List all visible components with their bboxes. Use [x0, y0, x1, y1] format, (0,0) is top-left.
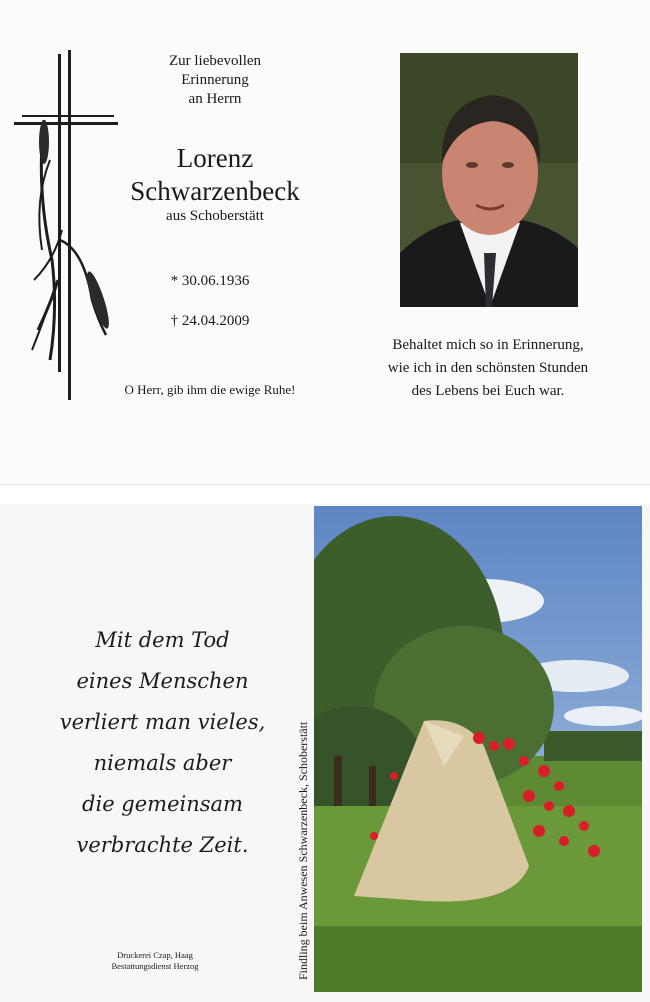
prayer: O Herr, gib ihm die ewige Ruhe!	[124, 382, 296, 397]
poem-line: die gemeinsam	[82, 792, 243, 816]
landscape-photo	[314, 506, 642, 992]
last-name: Schwarzenbeck	[130, 176, 300, 206]
first-name: Lorenz	[176, 143, 254, 173]
quote-line: wie ich in den schönsten Stunden	[387, 360, 589, 376]
poem-line: niemals aber	[93, 751, 232, 775]
death-date: † 24.04.2009	[170, 313, 250, 329]
intro-text	[140, 52, 290, 109]
printer-credit	[90, 950, 220, 972]
photo-caption: Findling beim Anwesen Schwarzenbeck, Schoberstätt	[296, 721, 310, 980]
origin: aus Schoberstätt	[166, 208, 264, 224]
poem	[30, 620, 295, 866]
cross-with-wheat-icon	[14, 50, 124, 404]
intro-line: Zur liebevollen	[168, 53, 262, 69]
poem-line: verbrachte Zeit.	[76, 833, 249, 857]
poem-line: eines Menschen	[76, 669, 249, 693]
intro-line: Erinnerung	[181, 72, 249, 88]
poem-line: verliert man vieles,	[59, 710, 266, 734]
poem-line: Mit dem Tod	[95, 628, 230, 652]
portrait-photo	[400, 53, 578, 307]
intro-line: an Herrn	[188, 91, 242, 107]
birth-date: * 30.06.1936	[170, 273, 250, 289]
printer-line: Bestattungsdienst Herzog	[111, 961, 199, 971]
memorial-quote	[358, 334, 618, 403]
printer-line: Druckerei Czap, Haag	[117, 950, 193, 960]
quote-line: Behaltet mich so in Erinnerung,	[392, 337, 584, 353]
quote-line: des Lebens bei Euch war.	[411, 383, 565, 399]
memorial-card-front	[0, 0, 650, 485]
